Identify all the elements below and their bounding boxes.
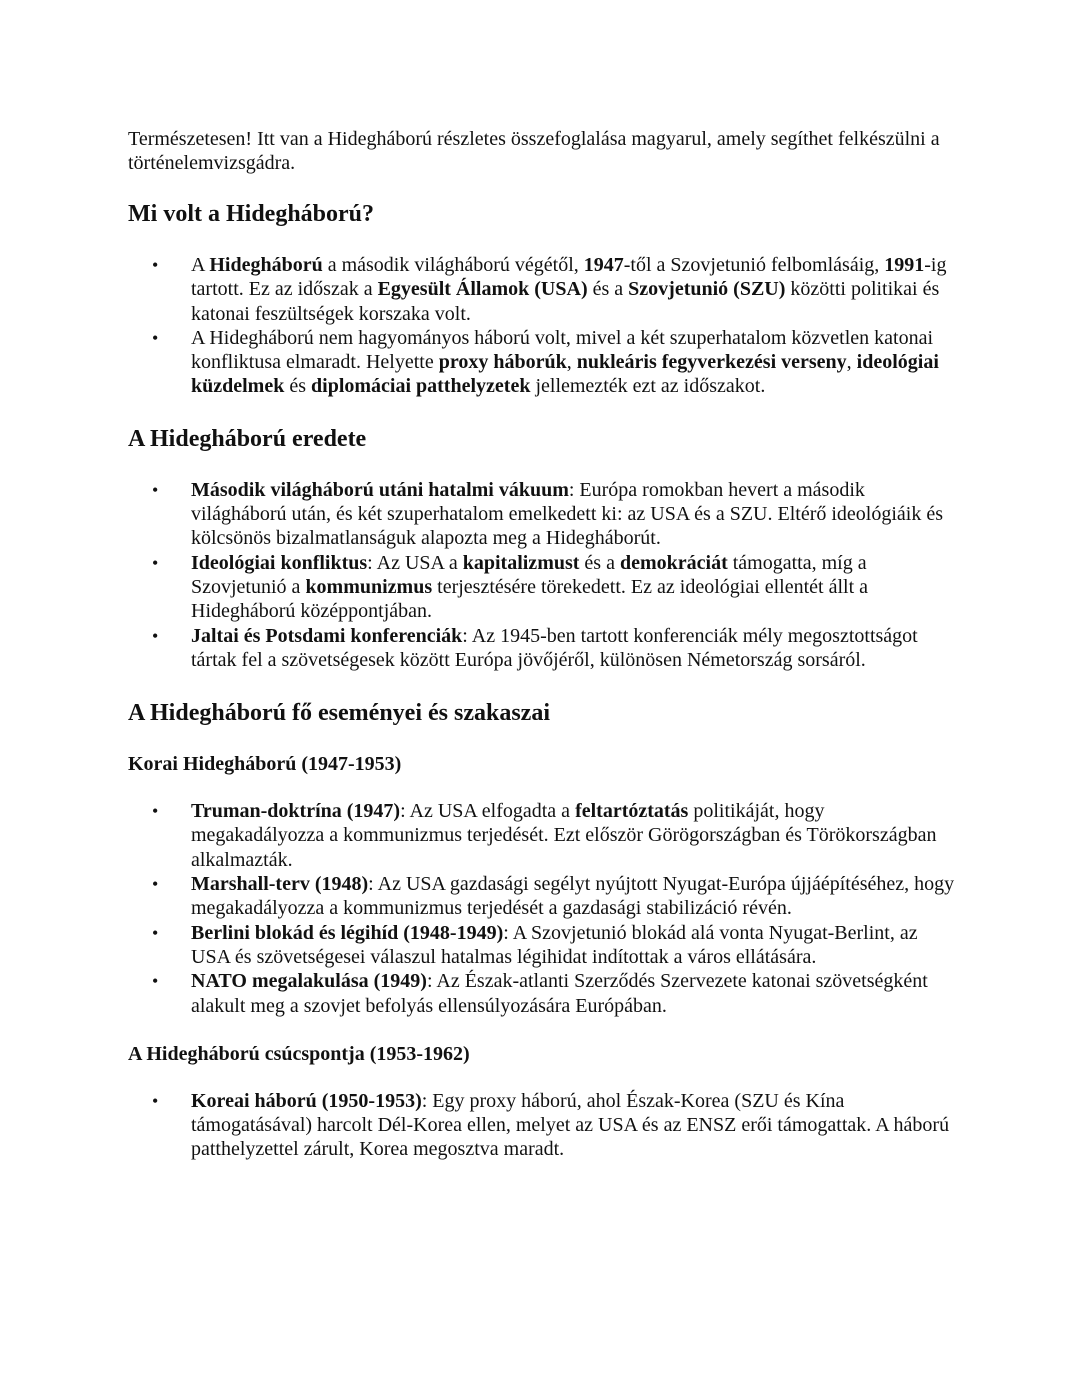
bold-text: Ideológiai konfliktus <box>191 551 368 574</box>
intro-paragraph: Természetesen! Itt van a Hidegháború részletes összefoglalása magyarul, amely segíthet felkészülni a történelemvizsgádra. <box>128 128 940 174</box>
text: : Az USA a <box>367 551 463 574</box>
bold-text: Hidegháború <box>209 254 323 276</box>
text: terjesztésére törekedett. Ez az ideológiai ellentét állt a Hidegháború középpontjában. <box>191 575 869 623</box>
text: : Európa romokban hevert a második világháború után, és két szuperhatalom emelkedett ki: az USA és a SZU. Eltérő ideológiáik és kölcsönös bizalmatlanságuk alapozta meg a Hidegháborút. <box>191 478 944 550</box>
bold-text: Jaltai és Potsdami konferenciák <box>191 624 463 647</box>
bold-text: Egyesült Államok (USA) <box>377 278 588 301</box>
bold-text: demokráciát <box>619 551 728 574</box>
bold-text: Második világháború utáni hatalmi vákuum <box>191 478 569 501</box>
text: támogatta, míg a Szovjetunió a <box>191 551 867 598</box>
bold-text: kapitalizmust <box>462 551 580 574</box>
text: politikáját, hogy megakadályozza a kommunizmus terjedését. Ezt először Görögországban és Törökországban alkalmazták. <box>191 800 937 871</box>
text: A <box>191 254 210 276</box>
bold-text: ideológiai küzdelmek <box>191 351 939 398</box>
text: és a <box>587 278 629 301</box>
bold-text: 1991 <box>884 254 925 276</box>
subsection-heading-peak: A Hidegháború csúcspontja (1953-1962) <box>128 1042 470 1065</box>
text: : Az USA elfogadta a <box>400 800 576 823</box>
section-heading-events: A Hidegháború fő eseményei és szakaszai <box>128 700 550 727</box>
bullet-list-peak <box>128 1089 958 1162</box>
bullet-icon: • <box>152 922 159 943</box>
list-item <box>128 1089 958 1162</box>
text: : Egy proxy háború, ahol Észak-Korea (SZU és Kína támogatásával) harcolt Dél-Korea ellen, melyet az USA és az ENSZ erői támogattak. A háború patthelyzettel zárult, Korea megosztva maradt. <box>191 1089 950 1161</box>
bold-text: nukleáris fegyverkezési verseny <box>576 351 847 374</box>
bullet-icon: • <box>152 625 159 646</box>
bold-text: Berlini blokád és légihíd (1948-1949) <box>191 921 504 944</box>
bullet-icon: • <box>152 874 159 895</box>
text: : Az Észak-atlanti Szerződés Szervezete katonai szövetségként alakult meg a szovjet befolyás ellensúlyozására Európában. <box>191 970 928 1017</box>
text: -től a Szovjetunió felbomlásáig, <box>623 254 885 276</box>
text: : Az USA gazdasági segélyt nyújtott Nyugat-Európa újjáépítéséhez, hogy megakadályozza a kommunizmus terjedését a gazdasági stabilizáció révén. <box>191 873 955 920</box>
text: és a <box>579 551 620 574</box>
list-item <box>128 872 958 921</box>
bullet-list-early <box>128 799 958 1018</box>
bold-text: feltartóztatás <box>575 800 689 823</box>
text: : A Szovjetunió blokád alá vonta Nyugat-Berlint, az USA és szövetségesei válaszul hatalmas légihidat indítottak a város ellátására. <box>191 921 918 968</box>
subsection-heading-early: Korai Hidegháború (1947-1953) <box>128 753 402 776</box>
bullet-icon: • <box>152 801 159 822</box>
list-item <box>128 921 958 970</box>
bold-text: Marshall-terv (1948) <box>191 873 369 896</box>
bullet-list-origin <box>128 478 958 672</box>
text: -ig tartott. Ez az időszak a <box>191 254 947 301</box>
bold-text: kommunizmus <box>305 575 433 598</box>
bullet-icon: • <box>152 552 159 573</box>
text: közötti politikai és katonai feszültségek korszaka volt. <box>191 278 940 325</box>
text: jellemezték ezt az időszakot. <box>530 375 766 398</box>
section-heading-what: Mi volt a Hidegháború? <box>128 201 375 227</box>
list-item <box>128 478 958 551</box>
list-item <box>128 799 958 872</box>
bold-text: Szovjetunió (SZU) <box>628 278 786 301</box>
bullet-icon: • <box>152 327 159 348</box>
list-item <box>128 551 958 624</box>
bold-text: NATO megalakulása (1949) <box>191 970 427 993</box>
text: a második világháború végétől, <box>322 254 584 276</box>
bold-text: Truman-doktrína (1947) <box>191 800 401 823</box>
text: , <box>846 351 857 374</box>
bold-text: 1947 <box>583 254 624 276</box>
bold-text: diplomáciai patthelyzetek <box>311 375 531 398</box>
text: : Az 1945-ben tartott konferenciák mély megosztottságot tártak fel a szövetségesek között Európa jövőjéről, különösen Németország sorsáról. <box>191 624 918 671</box>
bullet-list-what <box>128 253 958 399</box>
text: és <box>284 375 312 398</box>
bullet-icon: • <box>152 255 159 275</box>
bold-text: proxy háborúk <box>438 351 567 374</box>
list-item <box>128 969 958 1018</box>
list-item <box>128 253 958 326</box>
bold-text: Koreai háború (1950-1953) <box>191 1089 422 1112</box>
bullet-icon: • <box>152 971 159 992</box>
text: , <box>566 351 577 374</box>
text: A Hidegháború nem hagyományos háború volt, mivel a két szuperhatalom közvetlen katonai konfliktusa elmaradt. Helyette <box>191 326 934 374</box>
bullet-icon: • <box>152 479 159 500</box>
bullet-icon: • <box>152 1090 159 1111</box>
section-heading-origin: A Hidegháború eredete <box>128 425 367 452</box>
list-item <box>128 326 958 399</box>
list-item <box>128 624 958 673</box>
document-page <box>128 127 958 1162</box>
